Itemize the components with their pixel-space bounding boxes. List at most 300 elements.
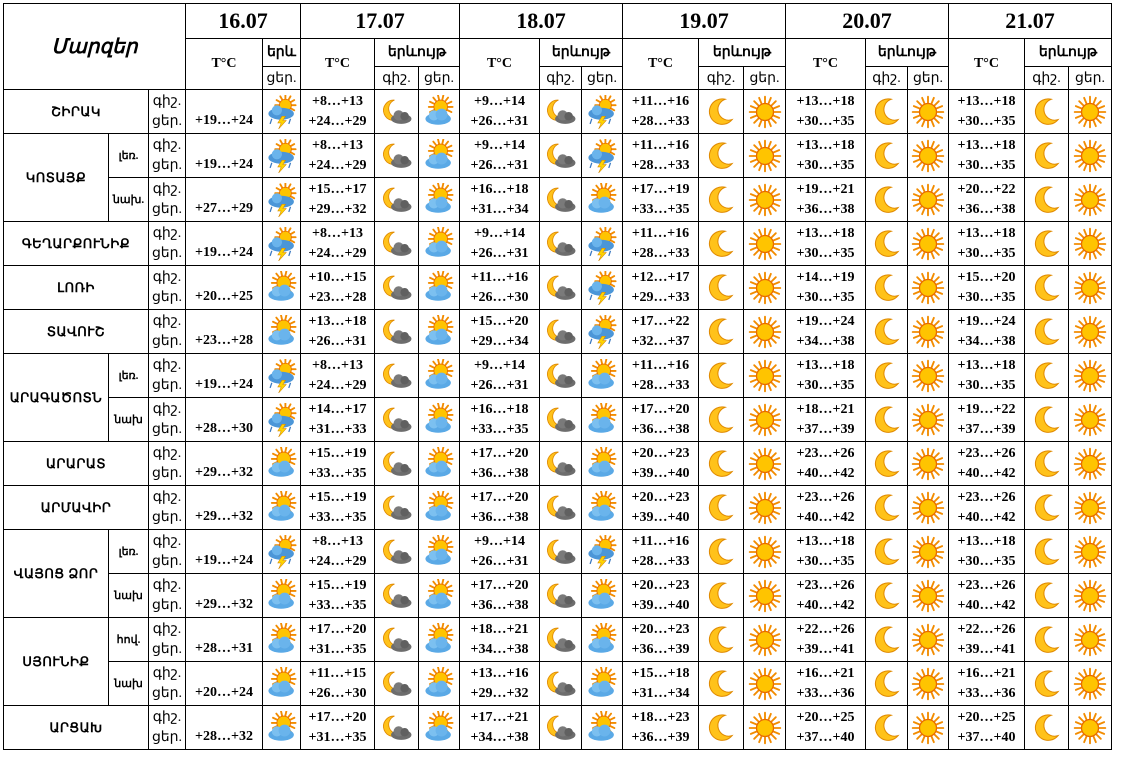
day-weather-cell xyxy=(1069,178,1112,222)
day-temperature: +26…+31 xyxy=(470,113,529,129)
phenomenon-header: երևույթ xyxy=(375,39,460,67)
day-temperature: +29…+32 xyxy=(470,685,529,701)
temperature-cell xyxy=(786,266,866,310)
temperature-cell xyxy=(623,398,699,442)
night-temperature: +17…+22 xyxy=(631,313,690,329)
night-weather-cell xyxy=(866,222,908,266)
night-weather-cell xyxy=(540,134,582,178)
night-temperature: +15…+19 xyxy=(308,445,367,461)
night-temperature: +8…+13 xyxy=(312,225,363,241)
day-weather-cell xyxy=(908,398,949,442)
temperature-cell xyxy=(301,530,375,574)
subregion-label: լեռ. xyxy=(109,530,149,574)
night-weather-cell xyxy=(375,90,419,134)
night-temperature: +22…+26 xyxy=(957,621,1016,637)
weather-icon-cell xyxy=(263,618,301,662)
day-temperature: +37…+40 xyxy=(957,729,1016,745)
temperature-cell xyxy=(786,530,866,574)
night-weather-cell xyxy=(375,574,419,618)
moon-icon xyxy=(866,403,907,437)
day-weather-cell xyxy=(582,90,623,134)
moon-icon xyxy=(866,447,907,481)
day-temperature: +28…+32 xyxy=(186,706,263,750)
sun-cloud-icon xyxy=(263,271,300,305)
sun-icon xyxy=(1069,271,1111,305)
night-weather-cell xyxy=(540,354,582,398)
day-temperature: +28…+33 xyxy=(631,113,690,129)
day-temperature: +28…+31 xyxy=(186,618,263,662)
moon-icon xyxy=(866,139,907,173)
region-row xyxy=(4,222,1112,266)
region-name: ԱՐԱԳԱԾՈՏՆ xyxy=(4,354,109,442)
day-temperature: +26…+30 xyxy=(308,685,367,701)
phenomenon-header: երևույթ xyxy=(1025,39,1112,67)
sun-cloud-icon xyxy=(419,491,459,525)
day-temperature: +24…+29 xyxy=(308,377,367,393)
night-temperature: +13…+18 xyxy=(796,225,855,241)
weather-icon-cell xyxy=(263,354,301,398)
temperature-cell xyxy=(623,310,699,354)
moon-cloud-icon xyxy=(540,447,581,481)
sun-cloud-icon xyxy=(263,491,300,525)
day-temperature: +20…+24 xyxy=(186,662,263,706)
night-temperature: +13…+18 xyxy=(957,533,1016,549)
day-weather-cell xyxy=(1069,134,1112,178)
temperature-cell xyxy=(949,178,1025,222)
time-of-day-labels xyxy=(149,310,186,354)
temperature-cell xyxy=(460,706,540,750)
temperature-cell xyxy=(301,706,375,750)
night-weather-cell xyxy=(375,486,419,530)
day-temperature: +26…+31 xyxy=(470,377,529,393)
night-temperature: +22…+26 xyxy=(796,621,855,637)
moon-cloud-icon xyxy=(540,271,581,305)
temperature-cell xyxy=(786,486,866,530)
temperature-cell xyxy=(460,574,540,618)
day-weather-cell xyxy=(1069,310,1112,354)
day-temperature: +28…+33 xyxy=(631,377,690,393)
region-row xyxy=(4,486,1112,530)
day-weather-cell xyxy=(1069,398,1112,442)
night-temperature: +18…+23 xyxy=(631,709,690,725)
night-label: գիշ. xyxy=(152,489,182,505)
night-weather-cell xyxy=(1025,706,1069,750)
moon-cloud-icon xyxy=(375,667,418,701)
day-temperature: +29…+33 xyxy=(631,289,690,305)
day-temperature: +32…+37 xyxy=(631,333,690,349)
night-header: գիշ. xyxy=(375,67,419,90)
night-weather-cell xyxy=(699,354,744,398)
day-temperature: +26…+31 xyxy=(308,333,367,349)
thunderstorm-icon xyxy=(263,535,300,569)
night-weather-cell xyxy=(540,486,582,530)
temperature-cell xyxy=(623,486,699,530)
temperature-cell xyxy=(623,134,699,178)
night-label: գիշ. xyxy=(152,357,182,373)
night-weather-cell xyxy=(699,398,744,442)
moon-cloud-icon xyxy=(540,139,581,173)
day-weather-cell xyxy=(908,442,949,486)
sun-cloud-icon xyxy=(582,183,622,217)
region-row xyxy=(4,266,1112,310)
moon-icon xyxy=(699,183,743,217)
night-temperature: +23…+26 xyxy=(957,577,1016,593)
night-temperature: +11…+16 xyxy=(631,357,690,373)
thunderstorm-icon xyxy=(582,535,622,569)
night-weather-cell xyxy=(699,662,744,706)
moon-icon xyxy=(699,403,743,437)
moon-icon xyxy=(1025,623,1068,657)
sun-icon xyxy=(1069,403,1111,437)
moon-icon xyxy=(866,227,907,261)
day-label: ցեր. xyxy=(151,597,183,613)
day-weather-cell xyxy=(582,134,623,178)
day-weather-cell xyxy=(419,354,460,398)
day-temperature: +19…+24 xyxy=(186,354,263,398)
day-weather-cell xyxy=(582,310,623,354)
day-temperature: +30…+35 xyxy=(796,289,855,305)
night-weather-cell xyxy=(1025,442,1069,486)
night-label: գիշ. xyxy=(152,445,182,461)
moon-icon xyxy=(866,667,907,701)
moon-icon xyxy=(1025,491,1068,525)
weather-icon-cell xyxy=(263,398,301,442)
day-header: ցեր. xyxy=(1069,67,1112,90)
weather-icon-cell xyxy=(263,134,301,178)
temperature-cell xyxy=(623,442,699,486)
night-header: գիշ. xyxy=(540,67,582,90)
date-header: 21.07 xyxy=(949,4,1112,39)
temp-header: T°C xyxy=(949,39,1025,90)
sun-icon xyxy=(1069,711,1111,745)
night-weather-cell xyxy=(699,442,744,486)
moon-icon xyxy=(699,711,743,745)
night-temperature: +23…+26 xyxy=(796,577,855,593)
temperature-cell xyxy=(301,354,375,398)
temperature-cell xyxy=(949,398,1025,442)
night-temperature: +11…+16 xyxy=(631,225,690,241)
sun-icon xyxy=(744,227,785,261)
night-weather-cell xyxy=(540,706,582,750)
sun-cloud-icon xyxy=(419,227,459,261)
sun-cloud-icon xyxy=(419,95,459,129)
moon-icon xyxy=(866,359,907,393)
temperature-cell xyxy=(460,90,540,134)
temperature-cell xyxy=(623,706,699,750)
day-weather-cell xyxy=(744,178,786,222)
night-temperature: +15…+19 xyxy=(308,577,367,593)
day-weather-cell xyxy=(582,618,623,662)
day-temperature: +31…+35 xyxy=(308,729,367,745)
day-label: ցեր. xyxy=(151,553,183,569)
day-temperature: +36…+38 xyxy=(796,201,855,217)
night-temperature: +13…+18 xyxy=(308,313,367,329)
moon-icon xyxy=(699,359,743,393)
day-label: ցեր. xyxy=(151,685,183,701)
sun-icon xyxy=(744,271,785,305)
day-weather-cell xyxy=(908,354,949,398)
moon-icon xyxy=(699,227,743,261)
night-weather-cell xyxy=(1025,222,1069,266)
regions-header: Մարզեր xyxy=(4,4,186,90)
night-weather-cell xyxy=(866,574,908,618)
time-of-day-labels xyxy=(149,90,186,134)
sun-icon xyxy=(744,667,785,701)
night-temperature: +19…+24 xyxy=(957,313,1016,329)
day-temperature: +39…+40 xyxy=(631,509,690,525)
temperature-cell xyxy=(786,310,866,354)
thunderstorm-icon xyxy=(263,227,300,261)
day-temperature: +24…+29 xyxy=(308,113,367,129)
day-weather-cell xyxy=(908,618,949,662)
sun-icon xyxy=(908,447,948,481)
thunderstorm-icon xyxy=(582,271,622,305)
day-temperature: +39…+41 xyxy=(957,641,1016,657)
region-row xyxy=(4,178,1112,222)
night-weather-cell xyxy=(866,442,908,486)
day-weather-cell xyxy=(582,486,623,530)
night-weather-cell xyxy=(540,618,582,662)
day-weather-cell xyxy=(582,178,623,222)
moon-icon xyxy=(866,315,907,349)
sun-icon xyxy=(908,491,948,525)
temp-header: T°C xyxy=(623,39,699,90)
day-weather-cell xyxy=(419,398,460,442)
night-weather-cell xyxy=(540,398,582,442)
day-weather-cell xyxy=(744,398,786,442)
night-temperature: +8…+13 xyxy=(312,533,363,549)
region-name: ՎԱՅՈՑ ՁՈՐ xyxy=(4,530,109,618)
day-temperature: +31…+34 xyxy=(470,201,529,217)
night-label: գիշ. xyxy=(152,401,182,417)
night-temperature: +18…+21 xyxy=(470,621,529,637)
night-temperature: +17…+21 xyxy=(470,709,529,725)
sun-icon xyxy=(744,447,785,481)
night-temperature: +17…+20 xyxy=(631,401,690,417)
night-temperature: +17…+20 xyxy=(470,489,529,505)
day-temperature: +28…+33 xyxy=(631,553,690,569)
phenomenon-header: երևույթ xyxy=(540,39,623,67)
sun-icon xyxy=(744,711,785,745)
night-temperature: +15…+18 xyxy=(631,665,690,681)
sun-icon xyxy=(908,579,948,613)
sun-cloud-icon xyxy=(419,139,459,173)
day-temperature: +37…+39 xyxy=(796,421,855,437)
night-temperature: +13…+18 xyxy=(957,137,1016,153)
date-header: 20.07 xyxy=(786,4,949,39)
day-temperature: +28…+33 xyxy=(631,157,690,173)
day-weather-cell xyxy=(419,178,460,222)
day-weather-cell xyxy=(582,706,623,750)
day-label: ցեր. xyxy=(151,289,183,305)
day-label: ցեր. xyxy=(151,377,183,393)
sun-icon xyxy=(744,579,785,613)
temperature-cell xyxy=(460,178,540,222)
day-temperature: +30…+35 xyxy=(796,245,855,261)
day-weather-cell xyxy=(1069,442,1112,486)
night-weather-cell xyxy=(375,618,419,662)
temp-header: T°C xyxy=(301,39,375,90)
temperature-cell xyxy=(949,310,1025,354)
day-weather-cell xyxy=(744,222,786,266)
day-temperature: +33…+35 xyxy=(470,421,529,437)
region-row xyxy=(4,662,1112,706)
night-weather-cell xyxy=(699,134,744,178)
day-temperature: +30…+35 xyxy=(796,377,855,393)
day-weather-cell xyxy=(908,486,949,530)
weather-icon-cell xyxy=(263,266,301,310)
night-weather-cell xyxy=(699,574,744,618)
moon-cloud-icon xyxy=(540,667,581,701)
day-weather-cell xyxy=(419,310,460,354)
night-temperature: +20…+25 xyxy=(957,709,1016,725)
sun-icon xyxy=(908,403,948,437)
moon-icon xyxy=(699,491,743,525)
day-header: ցեր. xyxy=(419,67,460,90)
night-label: գիշ. xyxy=(152,137,182,153)
moon-icon xyxy=(866,183,907,217)
sun-icon xyxy=(1069,491,1111,525)
day-weather-cell xyxy=(582,266,623,310)
day-temperature: +30…+35 xyxy=(957,289,1016,305)
moon-icon xyxy=(866,623,907,657)
night-weather-cell xyxy=(375,310,419,354)
temperature-cell xyxy=(301,442,375,486)
night-weather-cell xyxy=(1025,618,1069,662)
sun-cloud-icon xyxy=(582,711,622,745)
night-weather-cell xyxy=(540,442,582,486)
temperature-cell xyxy=(786,354,866,398)
night-weather-cell xyxy=(699,706,744,750)
sun-icon xyxy=(1069,95,1111,129)
night-temperature: +19…+24 xyxy=(796,313,855,329)
subregion-label: նախ. xyxy=(109,178,149,222)
moon-icon xyxy=(1025,227,1068,261)
phenomenon-header: երևույթ xyxy=(699,39,786,67)
night-weather-cell xyxy=(540,90,582,134)
subregion-label: նախ xyxy=(109,398,149,442)
temperature-cell xyxy=(786,618,866,662)
day-weather-cell xyxy=(908,178,949,222)
weather-icon-cell xyxy=(263,486,301,530)
day-temperature: +36…+39 xyxy=(631,641,690,657)
sun-icon xyxy=(1069,183,1111,217)
night-temperature: +17…+20 xyxy=(308,709,367,725)
night-weather-cell xyxy=(1025,574,1069,618)
thunderstorm-icon xyxy=(582,139,622,173)
day-temperature: +30…+35 xyxy=(957,157,1016,173)
day-weather-cell xyxy=(582,354,623,398)
sun-cloud-icon xyxy=(419,535,459,569)
day-label: ցեր. xyxy=(151,201,183,217)
temperature-cell xyxy=(460,354,540,398)
temperature-cell xyxy=(949,530,1025,574)
night-weather-cell xyxy=(375,266,419,310)
moon-cloud-icon xyxy=(540,95,581,129)
moon-icon xyxy=(1025,711,1068,745)
moon-cloud-icon xyxy=(540,183,581,217)
temperature-cell xyxy=(949,486,1025,530)
day-label: ցեր. xyxy=(151,509,183,525)
day-label: ցեր. xyxy=(151,333,183,349)
sun-icon xyxy=(1069,667,1111,701)
day-weather-cell xyxy=(744,90,786,134)
sun-icon xyxy=(744,95,785,129)
sun-cloud-icon xyxy=(582,623,622,657)
day-temperature: +39…+41 xyxy=(796,641,855,657)
forecast-body xyxy=(4,90,1112,750)
moon-cloud-icon xyxy=(540,535,581,569)
day-temperature: +30…+35 xyxy=(957,113,1016,129)
day-weather-cell xyxy=(1069,222,1112,266)
region-name: ԳԵՂԱՐՔՈՒՆԻՔ xyxy=(4,222,149,266)
day-weather-cell xyxy=(908,266,949,310)
moon-cloud-icon xyxy=(375,227,418,261)
night-weather-cell xyxy=(699,222,744,266)
temperature-cell xyxy=(460,222,540,266)
day-temperature: +24…+29 xyxy=(308,157,367,173)
day-temperature: +33…+36 xyxy=(796,685,855,701)
day-weather-cell xyxy=(908,222,949,266)
day-weather-cell xyxy=(1069,266,1112,310)
sun-cloud-icon xyxy=(419,359,459,393)
moon-icon xyxy=(1025,667,1068,701)
day-temperature: +24…+29 xyxy=(308,245,367,261)
night-weather-cell xyxy=(866,354,908,398)
sun-cloud-icon xyxy=(263,579,300,613)
moon-cloud-icon xyxy=(375,535,418,569)
night-header: գիշ. xyxy=(1025,67,1069,90)
day-label: ցեր. xyxy=(151,465,183,481)
night-temperature: +20…+22 xyxy=(957,181,1016,197)
night-temperature: +14…+19 xyxy=(796,269,855,285)
night-weather-cell xyxy=(866,662,908,706)
day-temperature: +40…+42 xyxy=(957,509,1016,525)
time-of-day-labels xyxy=(149,354,186,398)
phenomenon-header: երև xyxy=(263,39,301,67)
temperature-cell xyxy=(623,574,699,618)
night-temperature: +8…+13 xyxy=(312,93,363,109)
day-temperature: +33…+35 xyxy=(631,201,690,217)
night-weather-cell xyxy=(540,222,582,266)
day-weather-cell xyxy=(582,222,623,266)
sun-cloud-icon xyxy=(263,667,300,701)
day-weather-cell xyxy=(744,662,786,706)
moon-icon xyxy=(1025,579,1068,613)
region-name: ՇԻՐԱԿ xyxy=(4,90,149,134)
day-weather-cell xyxy=(908,706,949,750)
day-temperature: +28…+30 xyxy=(186,398,263,442)
temperature-cell xyxy=(460,662,540,706)
moon-cloud-icon xyxy=(540,315,581,349)
day-weather-cell xyxy=(419,90,460,134)
day-weather-cell xyxy=(1069,486,1112,530)
moon-icon xyxy=(866,271,907,305)
night-temperature: +13…+18 xyxy=(796,533,855,549)
night-temperature: +20…+25 xyxy=(796,709,855,725)
temperature-cell xyxy=(786,134,866,178)
night-header: գիշ. xyxy=(699,67,744,90)
day-temperature: +33…+35 xyxy=(308,509,367,525)
night-temperature: +13…+18 xyxy=(796,137,855,153)
day-temperature: +29…+32 xyxy=(186,486,263,530)
forecast-table xyxy=(3,3,1112,750)
temperature-cell xyxy=(949,354,1025,398)
night-temperature: +19…+22 xyxy=(957,401,1016,417)
day-weather-cell xyxy=(908,90,949,134)
thunderstorm-icon xyxy=(263,183,300,217)
weather-icon-cell xyxy=(263,530,301,574)
